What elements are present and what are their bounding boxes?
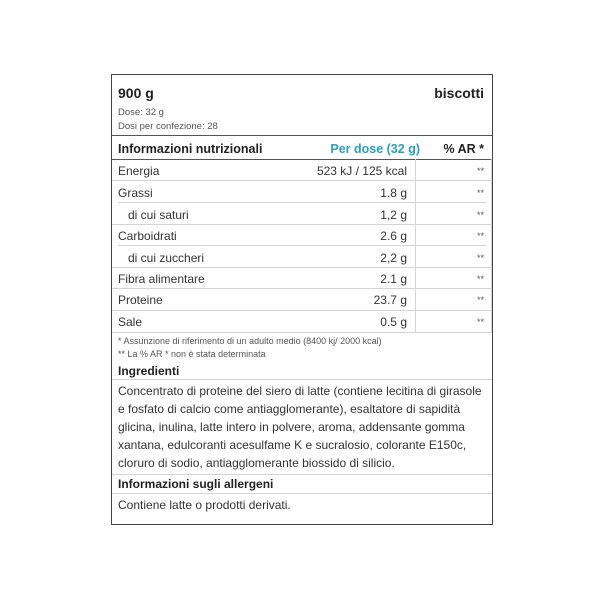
ingredients-title: Ingredienti	[118, 364, 180, 378]
nutrient-label: Fibra alimentare	[118, 272, 205, 286]
header-divider	[112, 135, 492, 136]
section-divider	[112, 379, 492, 380]
nutrient-value: 2.6 g	[380, 229, 407, 243]
ingredients-line: Concentrato di proteine del siero di latte (contiene lecitina di girasole	[118, 384, 482, 398]
nutrient-value: 1,2 g	[380, 208, 407, 222]
nutrient-value: 2.1 g	[380, 272, 407, 286]
nutrient-ar: **	[476, 274, 484, 284]
table-bottom-divider	[112, 332, 492, 333]
nutrient-value: 23.7 g	[373, 293, 407, 307]
nutrient-ar: **	[476, 210, 484, 220]
column-header-nutrition: Informazioni nutrizionali	[118, 142, 263, 156]
ingredients-line: e fosfato di calcio come antiagglomerante), esaltatore di sapidità	[118, 402, 461, 416]
serving-size: Dose: 32 g	[118, 107, 164, 118]
nutrient-value: 0.5 g	[380, 315, 407, 329]
row-divider	[112, 288, 492, 289]
nutrient-ar: **	[476, 166, 484, 176]
nutrient-sub-label: di cui saturi	[128, 208, 189, 222]
nutrient-value: 523 kJ / 125 kcal	[316, 164, 407, 178]
row-divider	[118, 245, 486, 246]
nutrient-ar: **	[476, 295, 484, 305]
nutrient-label: Proteine	[118, 293, 163, 307]
row-divider	[112, 224, 492, 225]
column-header-per-serving: Per dose (32 g)	[330, 142, 420, 156]
nutrient-label: Sale	[118, 315, 143, 329]
product-type: biscotti	[434, 85, 484, 101]
nutrient-ar: **	[476, 317, 484, 327]
footnote-ar-not-determined: ** La % AR * non è stata determinata	[118, 349, 266, 359]
allergens-title: Informazioni sugli allergeni	[118, 477, 274, 491]
table-right-border	[491, 159, 492, 332]
section-divider	[112, 474, 492, 475]
nutrient-ar: **	[476, 253, 484, 263]
row-divider	[112, 310, 492, 311]
nutrient-label: Energia	[118, 164, 160, 178]
nutrition-label-panel	[111, 74, 493, 525]
row-divider	[112, 180, 492, 181]
ingredients-line: xantana, edulcoranti acesulfame K e sucralosio, colorante E150c,	[118, 438, 467, 452]
nutrient-ar: **	[476, 188, 484, 198]
nutrient-sub-label: di cui zuccheri	[128, 251, 205, 265]
allergens-text: Contiene latte o prodotti derivati.	[118, 498, 291, 512]
table-header-divider	[112, 159, 492, 160]
row-divider	[118, 202, 486, 203]
nutrient-ar: **	[476, 231, 484, 241]
ingredients-line: glicina, inulina, latte intero in polvere, aroma, addensante gomma	[118, 420, 465, 434]
net-weight: 900 g	[118, 85, 154, 101]
nutrient-label: Grassi	[118, 186, 153, 200]
nutrient-label: Carboidrati	[118, 229, 177, 243]
column-header-ar: % AR *	[443, 142, 484, 156]
servings-per-pack: Dosi per confezione: 28	[118, 121, 218, 132]
nutrient-value: 2,2 g	[380, 251, 407, 265]
row-divider	[112, 267, 492, 268]
ingredients-line: cloruro di sodio, antiagglomerante biossido di silicio.	[118, 456, 395, 470]
footnote-reference-intake: * Assunzione di riferimento di un adulto medio (8400 kj/ 2000 kcal)	[118, 336, 382, 346]
section-divider	[112, 493, 492, 494]
nutrient-value: 1.8 g	[380, 186, 407, 200]
